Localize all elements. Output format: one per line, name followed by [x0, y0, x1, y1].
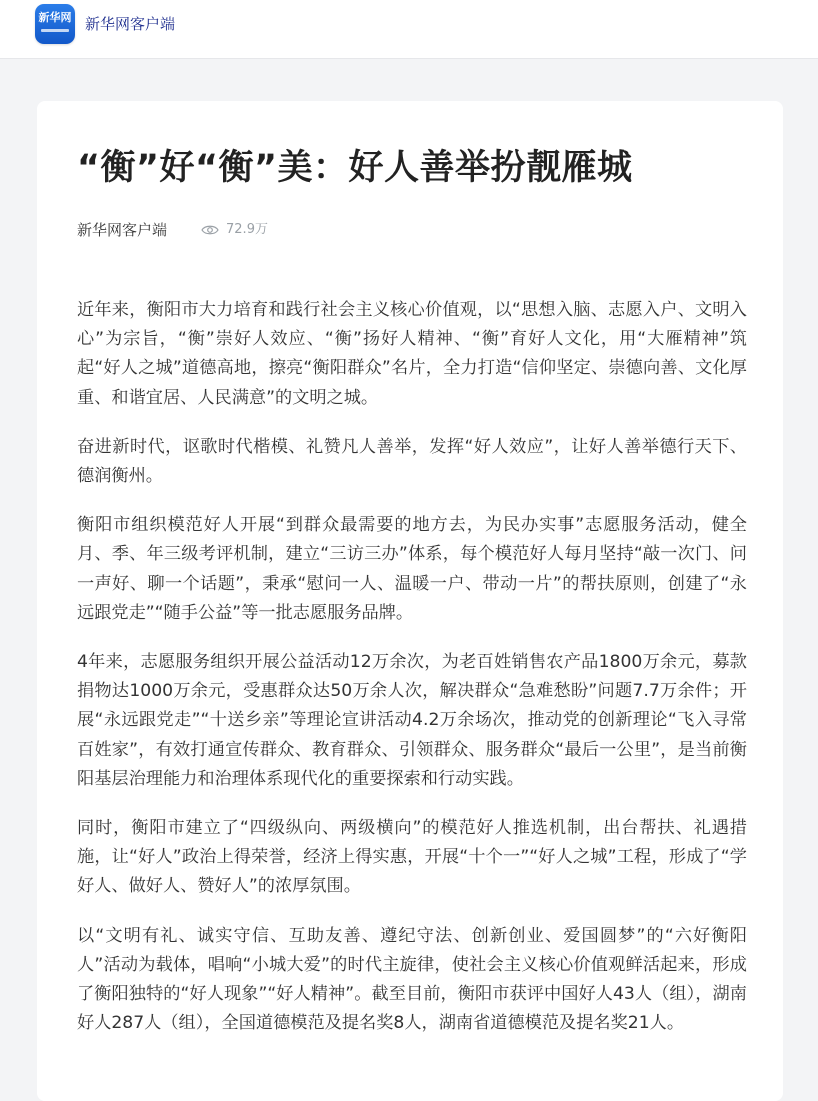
article-body — [77, 296, 747, 1058]
article-paragraph: 4年来，志愿服务组织开展公益活动12万余次，为老百姓销售农产品1800万余元，募款捐物达1000万余元，受惠群众达50万余人次，解决群众“急难愁盼”问题7.7万余件；开展“永远跟党走”“十送乡亲”等理论宣讲活动4.2万余场次，推动党的创新理论“飞入寻常百姓家”，有效打通宣传群众、教育群众、引领群众、服务群众“最后一公里”，是当前衡阳基层治理能力和治理体系现代化的重要探索和行动实践。 — [77, 652, 747, 789]
article-title: “衡”好“衡”美：好人善举扮靓雁城 — [77, 148, 633, 188]
article-paragraph: 同时，衡阳市建立了“四级纵向、两级横向”的模范好人推选机制，出台帮扶、礼遇措施，让“好人”政治上得荣誉，经济上得实惠，开展“十个一”“好人之城”工程，形成了“学好人、做好人、赞好人”的浓厚氛围。 — [77, 818, 747, 897]
article-paragraph: 近年来，衡阳市大力培育和践行社会主义核心价值观，以“思想入脑、志愿入户、文明入心”为宗旨，“衡”崇好人效应、“衡”扬好人精神、“衡”育好人文化，用“大雁精神”筑起“好人之城”道德高地，擦亮“衡阳群众”名片，全力打造“信仰坚定、崇德向善、文化厚重、和谐宜居、人民满意”的文明之城。 — [77, 300, 747, 408]
article-card — [37, 101, 783, 1101]
article-source: 新华网客户端 — [77, 221, 168, 239]
article-paragraph: 以“文明有礼、诚实守信、互助友善、遵纪守法、创新创业、爱国圆梦”的“六好衡阳人”活动为载体，唱响“小城大爱”的时代主旋律，使社会主义核心价值观鲜活起来，形成了衡阳独特的“好人现象”“好人精神”。截至目前，衡阳市获评中国好人43人（组），湖南好人287人（组），全国道德模范及提名奖8人，湖南省道德模范及提名奖21人。 — [77, 925, 747, 1034]
top-bar — [0, 0, 818, 59]
logo-text: 新华网 — [38, 11, 72, 24]
app-name-link[interactable]: 新华网客户端 — [85, 15, 176, 33]
view-count: 72.9万 — [226, 222, 268, 237]
eye-icon — [201, 224, 219, 236]
article-paragraph: 衡阳市组织模范好人开展“到群众最需要的地方去，为民办实事”志愿服务活动，健全月、季、年三级考评机制，建立“三访三办”体系，每个模范好人每月坚持“敲一次门、问一声好、聊一个话题”，秉承“慰问一人、温暖一户、带动一片”的帮扶原则，创建了“永远跟党走”“随手公益”等一批志愿服务品牌。 — [77, 515, 747, 623]
xinhua-logo-icon[interactable] — [35, 4, 75, 44]
logo-underline — [41, 29, 69, 32]
article-paragraph: 奋进新时代，讴歌时代楷模、礼赞凡人善举，发挥“好人效应”，让好人善举德行天下、德润衡州。 — [77, 436, 747, 487]
article-meta — [77, 219, 268, 241]
